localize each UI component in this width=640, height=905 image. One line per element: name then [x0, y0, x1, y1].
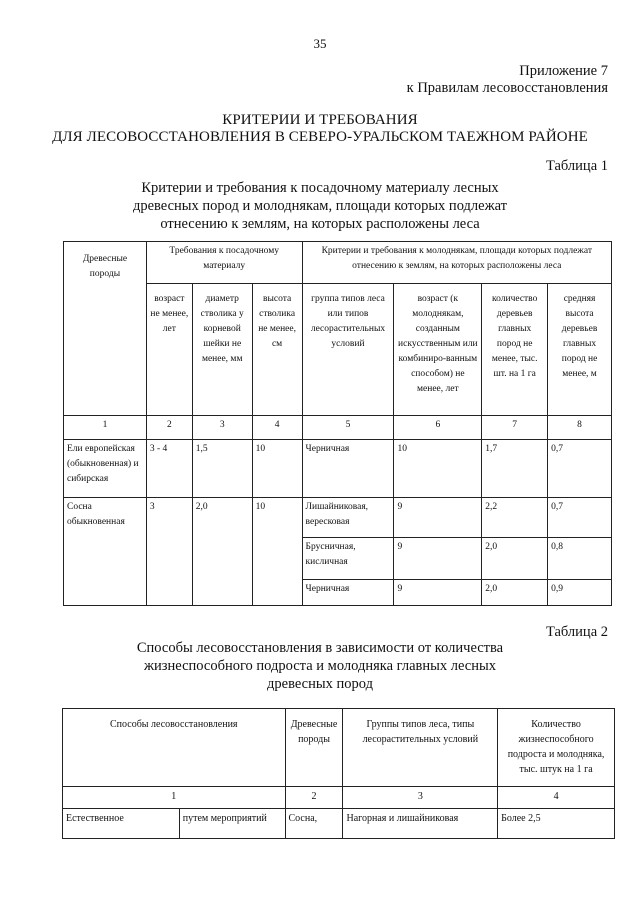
height-cell: 10 [252, 498, 302, 606]
header-methods: Способы лесовосстановления [63, 709, 286, 787]
table1-caption-line-2: древесных пород и молоднякам, площади которых подлежат [132, 198, 507, 214]
average-height-cell: 0,7 [548, 498, 612, 538]
young-age-cell: 10 [394, 440, 482, 498]
header-young-stands: Критерии и требования к молоднякам, площади которых подлежат отнесению к землям, на которых расположены леса [302, 242, 611, 284]
header-diameter: диаметр стволика у корневой шейки не менее, мм [192, 284, 252, 416]
column-number: 4 [252, 416, 302, 440]
table1-caption [0, 179, 640, 233]
header-age: возраст не менее, лет [146, 284, 192, 416]
column-number: 3 [192, 416, 252, 440]
methods-table [62, 708, 615, 839]
quantity-cell: Более 2,5 [498, 809, 615, 839]
table2-caption-line-3: древесных пород [267, 676, 373, 692]
average-height-cell: 0,9 [548, 580, 612, 606]
age-cell: 3 - 4 [146, 440, 192, 498]
header-species: Древесные породы [64, 242, 147, 416]
table2-caption-line-1: Способы лесовосстановления в зависимости от количества [136, 640, 504, 656]
method-detail-cell: путем мероприятий [179, 809, 285, 839]
appendix-line-1: Приложение 7 [519, 63, 608, 79]
age-cell: 3 [146, 498, 192, 606]
forest-group-cell: Лишайниковая, вересковая [302, 498, 394, 538]
diameter-cell: 1,5 [192, 440, 252, 498]
tree-count-cell: 2,0 [482, 538, 548, 580]
column-number: 5 [302, 416, 394, 440]
column-number: 4 [498, 787, 615, 809]
title-line-2: ДЛЯ ЛЕСОВОССТАНОВЛЕНИЯ В СЕВЕРО-УРАЛЬСКОМ ТАЕЖНОМ РАЙОНЕ [52, 129, 588, 145]
average-height-cell: 0,8 [548, 538, 612, 580]
header-young-age: возраст (к молоднякам, созданным искусственным или комбиниро-ванным способом) не менее, лет [394, 284, 482, 416]
forest-group-cell: Брусничная, кисличная [302, 538, 394, 580]
table1-caption-line-1: Критерии и требования к посадочному материалу лесных [141, 180, 499, 196]
young-age-cell: 9 [394, 538, 482, 580]
average-height-cell: 0,7 [548, 440, 612, 498]
table-row [63, 809, 615, 839]
table1-caption-line-3: отнесению к землям, на которых расположены леса [160, 216, 480, 232]
page-number: 35 [313, 36, 327, 51]
header-planting-material: Требования к посадочному материалу [146, 242, 302, 284]
tree-count-cell: 1,7 [482, 440, 548, 498]
header-forest-groups: Группы типов леса, типы лесорастительных условий [343, 709, 498, 787]
forest-group-cell: Нагорная и лишайниковая [343, 809, 498, 839]
header-average-height: средняя высота деревьев главных пород не менее, м [548, 284, 612, 416]
column-number: 8 [548, 416, 612, 440]
species-cell: Ели европейская (обыкновенная) и сибирская [64, 440, 147, 498]
table2-label: Таблица 2 [545, 624, 608, 640]
criteria-table [63, 241, 612, 606]
title-line-1: КРИТЕРИИ И ТРЕБОВАНИЯ [222, 112, 418, 128]
method-cell: Естественное [63, 809, 180, 839]
column-number: 6 [394, 416, 482, 440]
column-number: 3 [343, 787, 498, 809]
header-tree-count: количество деревьев главных пород не менее, тыс. шт. на 1 га [482, 284, 548, 416]
column-number: 1 [64, 416, 147, 440]
young-age-cell: 9 [394, 498, 482, 538]
header-species: Древесные породы [285, 709, 343, 787]
column-number: 1 [63, 787, 286, 809]
young-age-cell: 9 [394, 580, 482, 606]
table2-caption-line-2: жизнеспособного подроста и молодняка главных лесных [144, 658, 496, 674]
column-number: 2 [146, 416, 192, 440]
column-number: 2 [285, 787, 343, 809]
document-title [0, 112, 640, 146]
forest-group-cell: Черничная [302, 580, 394, 606]
species-cell: Сосна, [285, 809, 343, 839]
tree-count-cell: 2,2 [482, 498, 548, 538]
appendix-line-2: к Правилам лесовосстановления [406, 80, 608, 96]
table2-caption [0, 639, 640, 693]
species-cell: Сосна обыкновенная [64, 498, 147, 606]
header-forest-group: группа типов леса или типов лесорастительных условий [302, 284, 394, 416]
table-row [64, 498, 612, 538]
header-quantity: Количество жизнеспособного подроста и молодняка, тыс. штук на 1 га [498, 709, 615, 787]
column-number: 7 [482, 416, 548, 440]
diameter-cell: 2,0 [192, 498, 252, 606]
tree-count-cell: 2,0 [482, 580, 548, 606]
table-row [64, 440, 612, 498]
appendix-reference [407, 63, 608, 97]
forest-group-cell: Черничная [302, 440, 394, 498]
height-cell: 10 [252, 440, 302, 498]
header-height: высота стволика не менее, см [252, 284, 302, 416]
table1-label: Таблица 1 [545, 158, 608, 174]
